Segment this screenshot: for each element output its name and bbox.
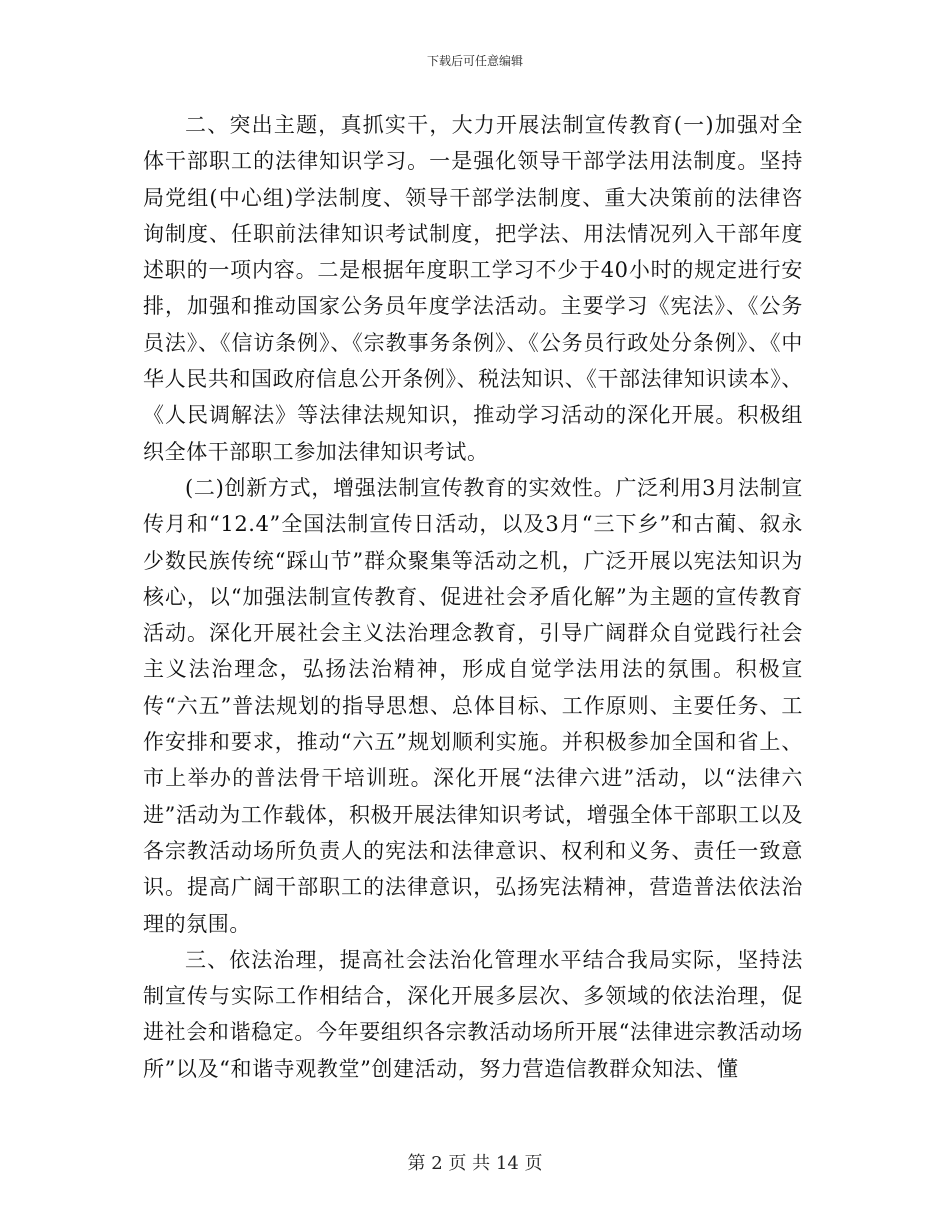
footer-total-pages: 14 — [495, 1153, 519, 1174]
paragraph-legal-study: 二、突出主题，真抓实干，大力开展法制宣传教育(一)加强对全体干部职工的法律知识学习。一是强化领导干部学法用法制度。坚持局党组(中心组)学法制度、领导干部学法制度、重大决策前的法律咨询制度、任职前法律知识考试制度，把学法、用法情况列入干部年度述职的一项内容。二是根据年度职工学习不少于40小时的规定进行安排，加强和推动国家公务员年度学法活动。主要学习《宪法》、《公务员法》、《信访条例》、《宗教事务条例》、《公务员行政处分条例》、《中华人民共和国政府信息公开条例》、税法知识、《干部法律知识读本》、《人民调解法》等法律法规知识，推动学习活动的深化开展。积极组织全体干部职工参加法律知识考试。 — [143, 113, 803, 464]
footer-prefix: 第 — [407, 1153, 426, 1174]
document-body — [143, 107, 803, 1087]
footer-current-page: 2 — [431, 1153, 443, 1174]
footer-middle: 页 共 — [448, 1153, 491, 1174]
paragraph-innovative-methods: (二)创新方式，增强法制宣传教育的实效性。广泛利用3月法制宣传月和“12.4”全国法制宣传日活动，以及3月“三下乡”和古蔺、叙永少数民族传统“踩山节”群众聚集等活动之机，广泛开展以宪法知识为核心，以“加强法制宣传教育、促进社会矛盾化解”为主题的宣传教育活动。深化开展社会主义法治理念教育，引导广阔群众自觉践行社会主义法治理念，弘扬法治精神，形成自觉学法用法的氛围。积极宣传“六五”普法规划的指导思想、总体目标、工作原则、主要任务、工作安排和要求，推动“六五”规划顺利实施。并积极参加全国和省上、市上举办的普法骨干培训班。深化开展“法律六进”活动，以“法律六进”活动为工作载体，积极开展法律知识考试，增强全体干部职工以及各宗教活动场所负责人的宪法和法律意识、权利和义务、责任一致意识。提高广阔干部职工的法律意识，弘扬宪法精神，营造普法依法治理的氛围。 — [143, 475, 803, 936]
page-footer — [0, 1153, 950, 1175]
footer-suffix: 页 — [524, 1153, 543, 1174]
paragraph-governance-by-law: 三、依法治理，提高社会法治化管理水平结合我局实际，坚持法制宣传与实际工作相结合，深化开展多层次、多领域的依法治理，促进社会和谐稳定。今年要组织各宗教活动场所开展“法律进宗教活动场所”以及“和谐寺观教堂”创建活动，努力营造信教群众知法、懂 — [143, 947, 803, 1081]
page-header-note: 下载后可任意编辑 — [426, 54, 523, 68]
